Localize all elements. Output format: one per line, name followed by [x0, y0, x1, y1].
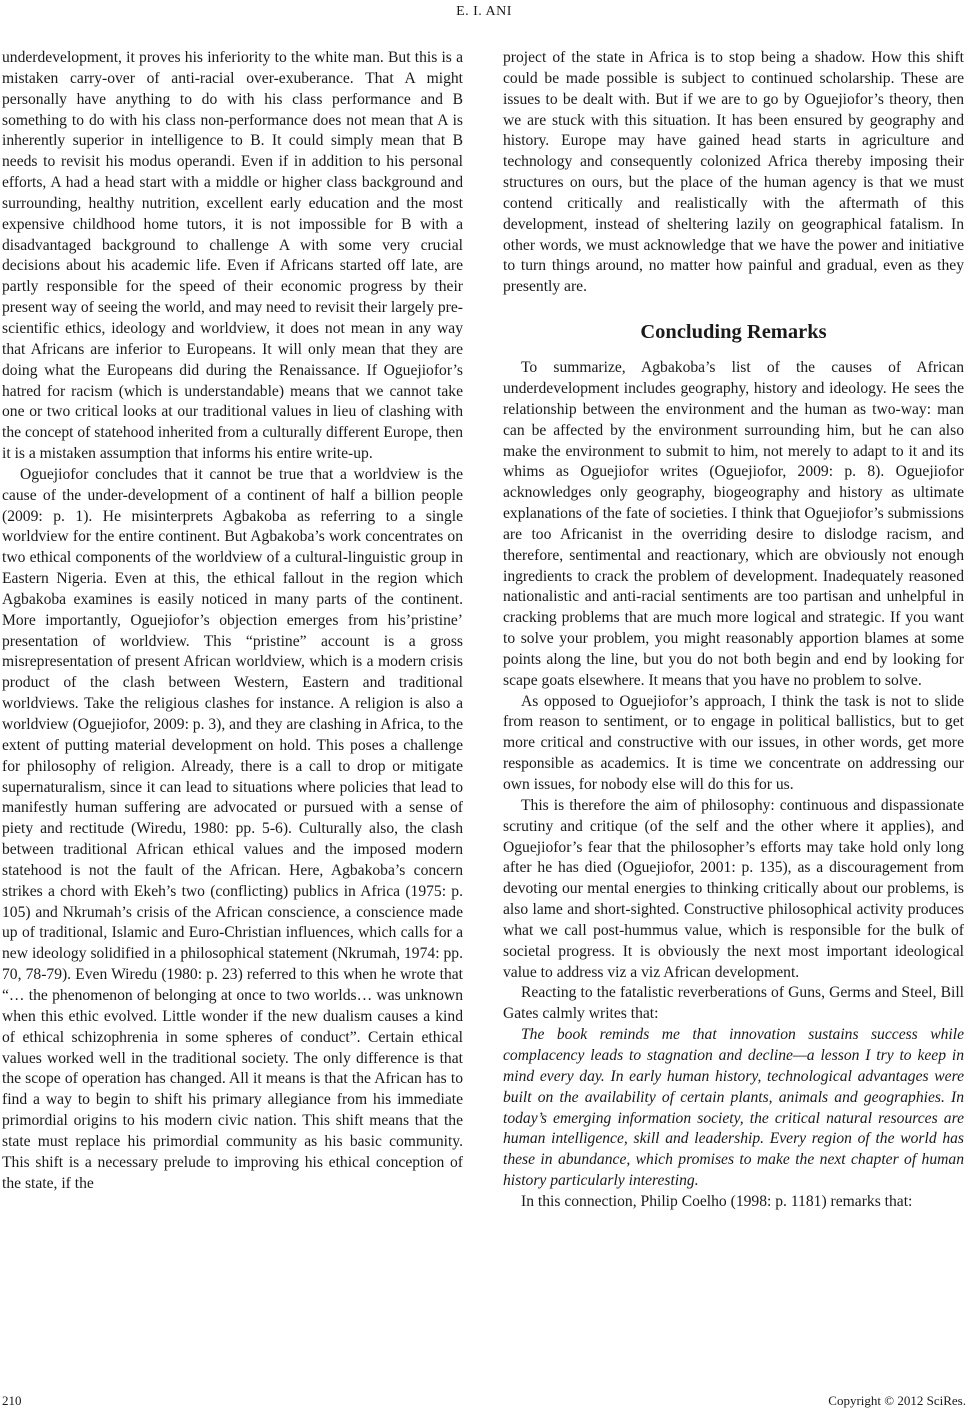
left-column	[2, 48, 463, 1194]
copyright-notice: Copyright © 2012 SciRes.	[828, 1393, 966, 1408]
paragraph: This is therefore the aim of philosophy: continuous and dispassionate scrutiny and critique (of the self and the other where it applies), and Oguejiofor’s fear that the philosopher’s efforts may take hold only long after he has died (Oguejiofor, 2001: p. 135), as a discouragement from devoting our mental energies to thinking critically about our problems, is also lame and short-sighted. Constructive philosophical activity produces what we call post-hummus value, which is responsible for the bulk of societal progress. It is obviously the next most important ideological value to address viz a viz African development.	[503, 796, 964, 981]
right-column	[503, 48, 964, 1213]
page-number: 210	[2, 1393, 22, 1408]
paragraph: To summarize, Agbakoba’s list of the causes of African underdevelopment includes geography, history and ideology. He sees the relationship between the environment and the human as two-way: man can be affected by the environment surrounding him, but he can also make the environment to submit to him, not merely to adapt to it and its whims as Oguejiofor writes (Oguejiofor, 2009: p. 8). Oguejiofor acknowledges only geography, biogeography and history as ultimate explanations of the fate of societies. I think that Oguejiofor’s submissions are too Africanist in the overriding desire to dislodge racism, and therefore, sentimental and reactionary, which are obviously not enough ingredients to crack the problem of development. Inadequately reasoned nationalistic and anti-racial sentiments are too partisan and unhelpful in cracking problems that are much more logical and strategic. If you want to solve your problem, you might reasonably apportion blames at some points along the line, but you do not both begin and end by looking for scape goats elsewhere. It means that you have no problem to solve.	[503, 359, 964, 689]
paragraph: In this connection, Philip Coelho (1998: p. 1181) remarks that:	[521, 1192, 913, 1210]
paragraph: Oguejiofor concludes that it cannot be true that a worldview is the cause of the under-development of a continent of half a billion people (2009: p. 1). He misinterprets Agbakoba as referring to a single worldview for the entire continent. But Agbakoba’s work concentrates on two ethical components of the worldview of a cultural-linguistic group in Eastern Nigeria. Even at this, the ethical fallout in the region which Agbakoba examines is easily noticed in many parts of the continent. More importantly, Oguejiofor’s objection emerges from his’pristine’ presentation of worldview. This “pristine” account is a gross misrepresentation of present African worldview, which is a modern crisis product of the clash between Western, Eastern and traditional worldviews. Take the religious clashes for instance. A religion is also a worldview (Oguejiofor, 2009: p. 3), and they are clashing in Africa, to the extent of putting material development on hold. This poses a challenge for philosophy of religion. Already, there is a call to drop or mitigate supernaturalism, since it can lead to situations where policies that lead to manifestly human suffering are advocated or pursued with a sense of piety and rectitude (Wiredu, 1980: pp. 5-6). Culturally also, the clash between traditional African ethical values and the imposed modern statehood is not the fault of the African. Here, Agbakoba’s concern strikes a chord with Ekeh’s two (conflicting) publics in Africa (1975: p. 105) and Nkrumah’s crisis of the African conscience, a conscience made up of traditional, Islamic and Euro-Christian influences, which calls for a new ideology solidified in a philosophical statement (Nkrumah, 1974: pp. 70, 78-79). Even Wiredu (1980: p. 23) referred to this when he wrote that “… the phenomenon of belonging at once to two worlds… was unknown when this ethic evolved. Little wonder if the new dualism causes a kind of ethical schizophrenia in some spheres of conduct”. Certain ethical values worked well in the traditional society. The only difference is that the scope of operation has changed. All it means is that the African has to find a way to begin to shift his primary allegiance from his immediate primordial origins to his modern civic nation. This shift means that the state must replace his primordial community as his basic community. This shift is a necessary prelude to improving his ethical conception of the state, if the	[2, 465, 463, 1192]
paragraph: As opposed to Oguejiofor’s approach, I think the task is not to slide from reason to sentiment, or to engage in political ballistics, but to get more critical and constructive with our issues, in other words, get more responsible as academics. It is time we concentrate on addressing our own issues, for nobody else will do this for us.	[503, 692, 964, 793]
section-heading: Concluding Remarks	[640, 321, 827, 344]
paragraph: Reacting to the fatalistic reverberations of Guns, Germs and Steel, Bill Gates calmly writes that:	[503, 984, 964, 1023]
running-head: E. I. ANI	[456, 4, 512, 19]
paragraph: project of the state in Africa is to stop being a shadow. How this shift could be made possible is subject to continued scholarship. These are issues to be dealt with. But if we are to go by Oguejiofor’s theory, then we are stuck with this situation. It has been ensured by geography and history. Europe may have gained head starts in agriculture and technology and consequently colonized Africa thereby imposing their structures on ours, but the place of the human agency is that we must contend critically and realistically with the aftermath of this development, instead of sheltering lazily on geographical fatalism. In other words, we must acknowledge that we have the power and initiative to turn things around, no matter how painful and gradual, even as they presently are.	[503, 49, 964, 296]
paragraph: underdevelopment, it proves his inferiority to the white man. But this is a mistaken carry-over of anti-racial over-exuberance. That A might personally have anything to do with his class performance and B something to do with his class non-performance does not mean that A is inherently superior in intelligence to B. It could simply mean that B needs to revisit his modus operandi. Even if in addition to his personal efforts, A had a head start with a middle or higher class background and surrounding, healthy nutrition, excellent early education and the most expensive childhood home tutors, it is not impossible for B with a disadvantaged background to challenge A with some very crucial decisions about his academic life. Even if Africans started off late, are partly responsible for the speed of their economic progress by their present way of seeing the world, and may need to revisit their largely pre-scientific ethics, ideology and worldview, it does not mean in any way that Africans are inferior to Europeans. It will only mean that they are doing what the Europeans did during the Renaissance. If Oguejiofor’s hatred for racism (which is understandable) means that we cannot take one or two critical looks at our traditional values in lieu of clashing with the concept of statehood inherited from a culturally different Europe, then it is a mistaken assumption that informs his entire write-up.	[2, 49, 463, 463]
block-quote: The book reminds me that innovation sustains success while complacency leads to stagnation and decline—a lesson I try to keep in mind every day. In early human history, technological advantages were built on the availability of certain plants, animals and geographies. In today’s emerging information society, the critical natural resources are human intelligence, skill and leadership. Every region of the world has these in abundance, which promises to make the next chapter of human history particularly interesting.	[503, 1026, 964, 1190]
